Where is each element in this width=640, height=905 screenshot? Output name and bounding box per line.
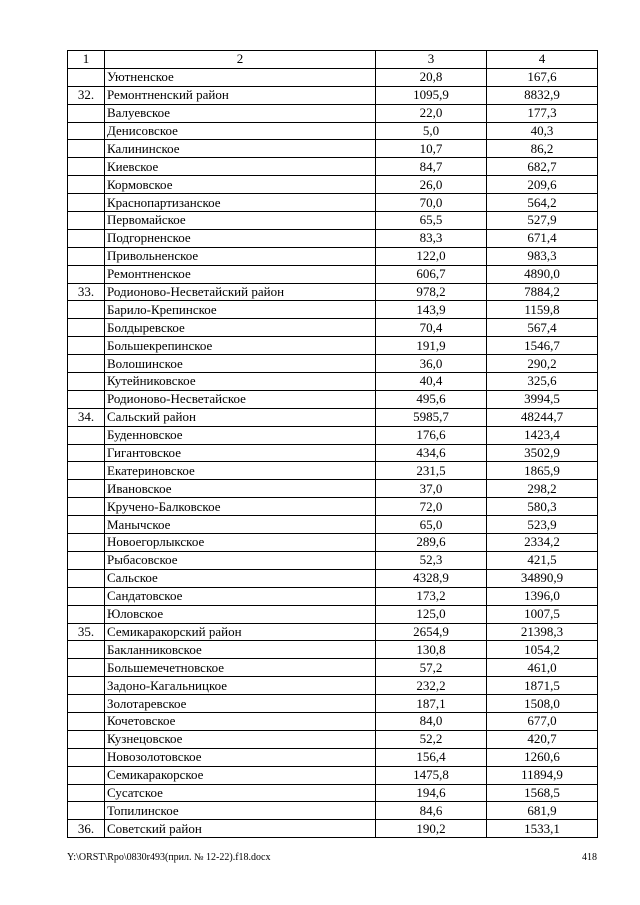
- row-value-col3: 173,2: [376, 587, 487, 605]
- row-value-col4: 86,2: [487, 140, 598, 158]
- row-value-col3: 37,0: [376, 480, 487, 498]
- row-value-col4: 167,6: [487, 68, 598, 86]
- table-row: [68, 426, 598, 444]
- row-number: [68, 659, 105, 677]
- row-value-col4: 2334,2: [487, 534, 598, 552]
- row-value-col3: 606,7: [376, 265, 487, 283]
- row-name: Ремонтненское: [105, 265, 376, 283]
- row-number: [68, 247, 105, 265]
- row-name: Топилинское: [105, 802, 376, 820]
- row-value-col4: 420,7: [487, 730, 598, 748]
- row-number: [68, 373, 105, 391]
- row-value-col3: 22,0: [376, 104, 487, 122]
- row-number: [68, 212, 105, 230]
- row-value-col3: 978,2: [376, 283, 487, 301]
- row-value-col3: 70,0: [376, 194, 487, 212]
- table-row: [68, 265, 598, 283]
- row-value-col4: 1159,8: [487, 301, 598, 319]
- row-name: Калининское: [105, 140, 376, 158]
- table-row: [68, 229, 598, 247]
- row-value-col4: 4890,0: [487, 265, 598, 283]
- row-number: [68, 319, 105, 337]
- row-name: Гигантовское: [105, 444, 376, 462]
- row-value-col4: 682,7: [487, 158, 598, 176]
- table-row: [68, 122, 598, 140]
- row-name: Кутейниковское: [105, 373, 376, 391]
- row-number: 33.: [68, 283, 105, 301]
- row-value-col3: 231,5: [376, 462, 487, 480]
- table-row: [68, 569, 598, 587]
- row-name: Подгорненское: [105, 229, 376, 247]
- table-row: [68, 355, 598, 373]
- row-name: Новоегорлыкское: [105, 534, 376, 552]
- row-name: Кузнецовское: [105, 730, 376, 748]
- row-name: Манычское: [105, 516, 376, 534]
- row-number: [68, 462, 105, 480]
- header-col-3: 3: [376, 51, 487, 69]
- row-number: [68, 426, 105, 444]
- row-number: [68, 748, 105, 766]
- row-value-col4: 677,0: [487, 712, 598, 730]
- row-name: Киевское: [105, 158, 376, 176]
- row-value-col3: 20,8: [376, 68, 487, 86]
- footer-page-number: 418: [582, 852, 597, 863]
- row-name: Валуевское: [105, 104, 376, 122]
- table-row: [68, 534, 598, 552]
- row-name: Уютненское: [105, 68, 376, 86]
- row-name: Ивановское: [105, 480, 376, 498]
- row-number: [68, 301, 105, 319]
- row-value-col4: 1396,0: [487, 587, 598, 605]
- row-name: Большемечетновское: [105, 659, 376, 677]
- table-row: [68, 784, 598, 802]
- row-value-col3: 65,5: [376, 212, 487, 230]
- table-row: [68, 247, 598, 265]
- row-number: [68, 712, 105, 730]
- row-number: [68, 605, 105, 623]
- row-number: [68, 158, 105, 176]
- row-value-col4: 1054,2: [487, 641, 598, 659]
- row-value-col3: 52,3: [376, 551, 487, 569]
- row-value-col3: 10,7: [376, 140, 487, 158]
- row-value-col3: 57,2: [376, 659, 487, 677]
- row-number: 36.: [68, 820, 105, 838]
- row-name: Большекрепинское: [105, 337, 376, 355]
- row-name: Сальское: [105, 569, 376, 587]
- row-name: Кормовское: [105, 176, 376, 194]
- row-value-col3: 84,6: [376, 802, 487, 820]
- row-value-col4: 1533,1: [487, 820, 598, 838]
- row-value-col3: 36,0: [376, 355, 487, 373]
- table-row: [68, 659, 598, 677]
- row-value-col3: 232,2: [376, 677, 487, 695]
- row-value-col3: 156,4: [376, 748, 487, 766]
- row-value-col4: 461,0: [487, 659, 598, 677]
- row-value-col3: 5,0: [376, 122, 487, 140]
- row-number: 32.: [68, 86, 105, 104]
- table-row: [68, 301, 598, 319]
- row-number: [68, 229, 105, 247]
- table-header-row: [68, 51, 598, 69]
- row-value-col4: 567,4: [487, 319, 598, 337]
- row-number: [68, 802, 105, 820]
- header-col-1: 1: [68, 51, 105, 69]
- table-row: [68, 641, 598, 659]
- row-number: [68, 444, 105, 462]
- table-row: [68, 337, 598, 355]
- row-name: Советский район: [105, 820, 376, 838]
- row-name: Волошинское: [105, 355, 376, 373]
- row-value-col4: 21398,3: [487, 623, 598, 641]
- data-table: [67, 50, 598, 838]
- row-number: [68, 140, 105, 158]
- row-name: Болдыревское: [105, 319, 376, 337]
- table-row: [68, 444, 598, 462]
- row-number: [68, 695, 105, 713]
- table-row: [68, 104, 598, 122]
- row-value-col3: 187,1: [376, 695, 487, 713]
- header-col-2: 2: [105, 51, 376, 69]
- row-name: Барило-Крепинское: [105, 301, 376, 319]
- row-name: Бакланниковское: [105, 641, 376, 659]
- row-name: Родионово-Несветайское: [105, 390, 376, 408]
- row-value-col3: 289,6: [376, 534, 487, 552]
- row-number: [68, 534, 105, 552]
- table-row: [68, 677, 598, 695]
- row-value-col4: 298,2: [487, 480, 598, 498]
- row-number: [68, 104, 105, 122]
- row-value-col4: 209,6: [487, 176, 598, 194]
- row-number: [68, 480, 105, 498]
- table-row: [68, 802, 598, 820]
- row-name: Сусатское: [105, 784, 376, 802]
- table-row: [68, 86, 598, 104]
- row-name: Золотаревское: [105, 695, 376, 713]
- table-row: [68, 408, 598, 426]
- row-number: [68, 730, 105, 748]
- row-value-col3: 495,6: [376, 390, 487, 408]
- table-row: [68, 516, 598, 534]
- row-number: [68, 569, 105, 587]
- row-number: [68, 68, 105, 86]
- row-name: Новозолотовское: [105, 748, 376, 766]
- row-value-col3: 83,3: [376, 229, 487, 247]
- row-name: Краснопартизанское: [105, 194, 376, 212]
- row-name: Рыбасовское: [105, 551, 376, 569]
- row-number: [68, 390, 105, 408]
- row-number: [68, 784, 105, 802]
- table-row: [68, 480, 598, 498]
- row-number: [68, 194, 105, 212]
- row-value-col3: 191,9: [376, 337, 487, 355]
- row-value-col4: 177,3: [487, 104, 598, 122]
- row-value-col3: 84,0: [376, 712, 487, 730]
- row-value-col3: 4328,9: [376, 569, 487, 587]
- row-value-col3: 26,0: [376, 176, 487, 194]
- row-value-col4: 527,9: [487, 212, 598, 230]
- row-value-col4: 7884,2: [487, 283, 598, 301]
- row-value-col3: 130,8: [376, 641, 487, 659]
- row-value-col3: 1475,8: [376, 766, 487, 784]
- row-number: [68, 766, 105, 784]
- table-row: [68, 462, 598, 480]
- table-row: [68, 140, 598, 158]
- table-row: [68, 551, 598, 569]
- table-row: [68, 283, 598, 301]
- row-value-col3: 176,6: [376, 426, 487, 444]
- row-value-col4: 1865,9: [487, 462, 598, 480]
- table-row: [68, 766, 598, 784]
- row-value-col4: 34890,9: [487, 569, 598, 587]
- row-value-col4: 1260,6: [487, 748, 598, 766]
- table-row: [68, 605, 598, 623]
- row-value-col4: 421,5: [487, 551, 598, 569]
- row-name: Задоно-Кагальницкое: [105, 677, 376, 695]
- row-number: 35.: [68, 623, 105, 641]
- table-row: [68, 373, 598, 391]
- row-value-col3: 65,0: [376, 516, 487, 534]
- table-row: [68, 158, 598, 176]
- row-number: [68, 677, 105, 695]
- row-value-col3: 70,4: [376, 319, 487, 337]
- row-value-col3: 84,7: [376, 158, 487, 176]
- row-value-col4: 1871,5: [487, 677, 598, 695]
- row-value-col4: 1508,0: [487, 695, 598, 713]
- table-row: [68, 623, 598, 641]
- row-name: Ремонтненский район: [105, 86, 376, 104]
- row-value-col4: 325,6: [487, 373, 598, 391]
- row-name: Кочетовское: [105, 712, 376, 730]
- table-row: [68, 176, 598, 194]
- row-value-col3: 2654,9: [376, 623, 487, 641]
- row-value-col4: 11894,9: [487, 766, 598, 784]
- row-value-col4: 48244,7: [487, 408, 598, 426]
- row-number: 34.: [68, 408, 105, 426]
- row-value-col3: 5985,7: [376, 408, 487, 426]
- row-value-col4: 8832,9: [487, 86, 598, 104]
- table-row: [68, 587, 598, 605]
- row-name: Денисовское: [105, 122, 376, 140]
- row-name: Семикаракорский район: [105, 623, 376, 641]
- row-value-col4: 1423,4: [487, 426, 598, 444]
- row-value-col3: 190,2: [376, 820, 487, 838]
- table-body: [68, 51, 598, 838]
- footer-file-path: Y:\ORST\Rpo\0830r493(прил. № 12-22).f18.docx: [67, 852, 271, 863]
- row-value-col3: 72,0: [376, 498, 487, 516]
- row-value-col3: 143,9: [376, 301, 487, 319]
- row-value-col4: 1007,5: [487, 605, 598, 623]
- row-value-col4: 40,3: [487, 122, 598, 140]
- row-value-col4: 1568,5: [487, 784, 598, 802]
- row-number: [68, 516, 105, 534]
- row-value-col4: 1546,7: [487, 337, 598, 355]
- row-value-col3: 52,2: [376, 730, 487, 748]
- row-number: [68, 265, 105, 283]
- row-value-col4: 290,2: [487, 355, 598, 373]
- table-row: [68, 820, 598, 838]
- table-row: [68, 319, 598, 337]
- row-name: Сальский район: [105, 408, 376, 426]
- row-name: Буденновское: [105, 426, 376, 444]
- row-value-col4: 983,3: [487, 247, 598, 265]
- table-row: [68, 712, 598, 730]
- row-number: [68, 176, 105, 194]
- row-value-col3: 194,6: [376, 784, 487, 802]
- table-row: [68, 498, 598, 516]
- row-value-col3: 1095,9: [376, 86, 487, 104]
- row-number: [68, 498, 105, 516]
- row-value-col3: 122,0: [376, 247, 487, 265]
- row-value-col4: 3502,9: [487, 444, 598, 462]
- row-name: Родионово-Несветайский район: [105, 283, 376, 301]
- row-name: Привольненское: [105, 247, 376, 265]
- row-name: Юловское: [105, 605, 376, 623]
- header-col-4: 4: [487, 51, 598, 69]
- row-name: Первомайское: [105, 212, 376, 230]
- row-number: [68, 122, 105, 140]
- table-row: [68, 695, 598, 713]
- table-row: [68, 390, 598, 408]
- row-value-col4: 523,9: [487, 516, 598, 534]
- row-value-col4: 3994,5: [487, 390, 598, 408]
- row-name: Екатериновское: [105, 462, 376, 480]
- row-value-col4: 580,3: [487, 498, 598, 516]
- row-number: [68, 587, 105, 605]
- row-value-col4: 681,9: [487, 802, 598, 820]
- table-row: [68, 212, 598, 230]
- table-row: [68, 748, 598, 766]
- row-name: Сандатовское: [105, 587, 376, 605]
- row-number: [68, 355, 105, 373]
- table-row: [68, 194, 598, 212]
- table-row: [68, 730, 598, 748]
- row-value-col3: 434,6: [376, 444, 487, 462]
- table-row: [68, 68, 598, 86]
- row-number: [68, 337, 105, 355]
- row-value-col3: 40,4: [376, 373, 487, 391]
- row-number: [68, 551, 105, 569]
- row-number: [68, 641, 105, 659]
- row-value-col3: 125,0: [376, 605, 487, 623]
- row-value-col4: 671,4: [487, 229, 598, 247]
- row-value-col4: 564,2: [487, 194, 598, 212]
- row-name: Семикаракорское: [105, 766, 376, 784]
- row-name: Кручено-Балковское: [105, 498, 376, 516]
